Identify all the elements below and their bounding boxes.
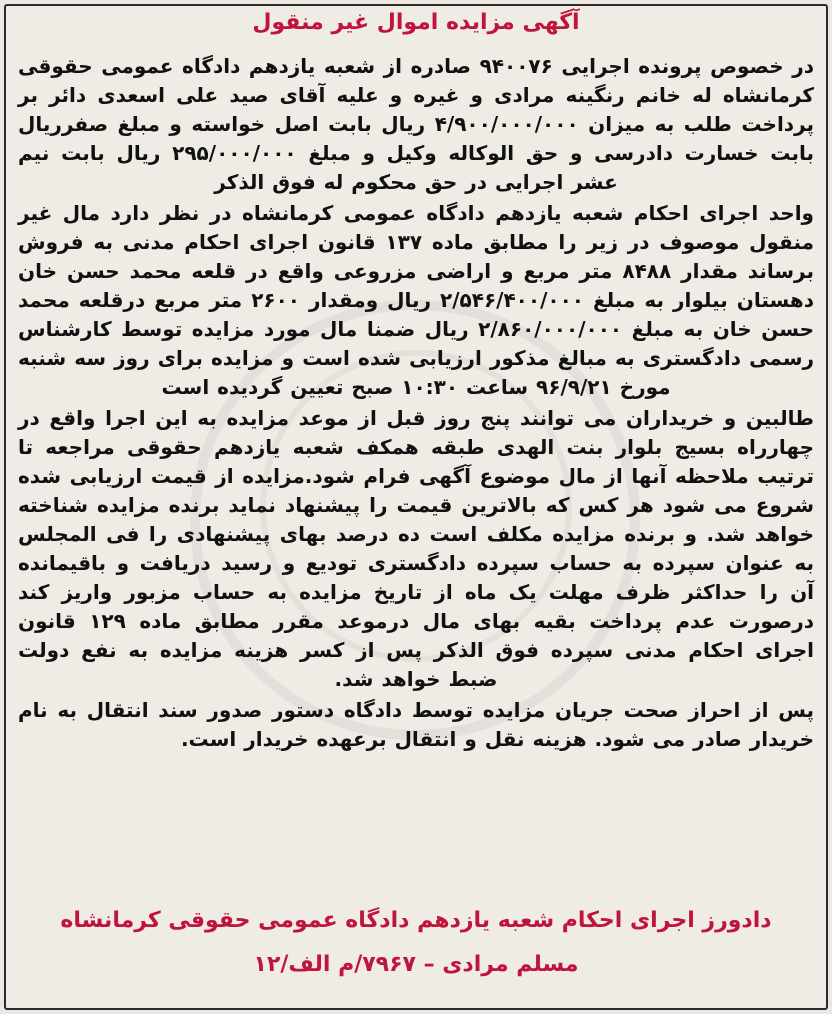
- notice-body: [18, 52, 814, 756]
- issuer-line: دادورز اجرای احکام شعبه یازدهم دادگاه عمومی حقوقی کرمانشاه: [60, 908, 772, 933]
- notice-title: آگهی مزایده اموال غیر منقول: [252, 10, 580, 35]
- paragraph-bidding-terms: طالبین و خریداران می توانند پنج روز قبل از موعد مزایده به این اجرا واقع در چهارراه بسیج بلوار بنت الهدی طبقه همکف شعبه یازدهم حقوقی مراجعه تا ترتیب ملاحظه آنها از مال موضوع آگهی فرام شود.مزایده از قیمت ارزیابی شده شروع می شود هر کس که بالاترین قیمت را پیشنهاد نماید برنده مزایده شناخته خواهد شد. و برنده مزایده مکلف است ده درصد بهای پیشنهادی را فی المجلس به عنوان سپرده به حساب سپرده دادگستری تودیع و رسید دریافت و باقیمانده آن را حداکثر ظرف مهلت یک ماه از تاریخ مزایده به حساب مزبور واریز کند درصورت عدم پرداخت بقیه بهای مال درموعد مقرر مطابق ماده ۱۲۹ قانون اجرای احکام مدنی سپرده فوق الذکر پس از کسر هزینه مزایده به نفع دولت ضبط خواهد شد.: [18, 406, 815, 691]
- reference-line: مسلم مرادی – ۷۹۶۷/م الف/۱۲: [253, 952, 579, 977]
- paragraph-case-details: در خصوص پرونده اجرایی ۹۴۰۰۷۶ صادره از شعبه یازدهم دادگاه عمومی حقوقی کرمانشاه له خانم رنگینه مرادی و غیره و علیه آقای صید علی اسعدی دائر بر پرداخت طلب به میزان ۴/۹۰۰/۰۰۰/۰۰۰ ریال بابت اصل خواسته و مبلغ صفرریال بابت خسارت دادرسی و حق الوکاله وکیل و مبلغ ۲۹۵/۰۰۰/۰۰۰ ریال بابت نیم عشر اجرایی در حق محکوم له فوق الذکر: [18, 54, 815, 194]
- paragraph-property-details: واحد اجرای احکام شعبه یازدهم دادگاه عمومی کرمانشاه در نظر دارد مال غیر منقول موصوف در زیر را مطابق ماده ۱۳۷ قانون اجرای احکام مدنی به فروش برساند مقدار ۸۴۸۸ متر مربع و اراضی مزروعی واقع در قلعه محمد حسن خان دهستان بیلوار به مبلغ ۲/۵۴۶/۴۰۰/۰۰۰ ریال ومقدار ۲۶۰۰ متر مربع درقلعه محمد حسن خان به مبلغ ۲/۸۶۰/۰۰۰/۰۰۰ ریال ضمنا مال مورد مزایده توسط کارشناس رسمی دادگستری به مبالغ مذکور ارزیابی شده است و مزایده برای روز سه شنبه مورخ ۹۶/۹/۲۱ ساعت ۱۰:۳۰ صبح تعیین گردیده است: [18, 201, 814, 399]
- paragraph-transfer: پس از احراز صحت جریان مزایده توسط دادگاه دستور صدور سند انتقال به نام خریدار صادر می شود. هزینه نقل و انتقال برعهده خریدار است.: [18, 698, 814, 751]
